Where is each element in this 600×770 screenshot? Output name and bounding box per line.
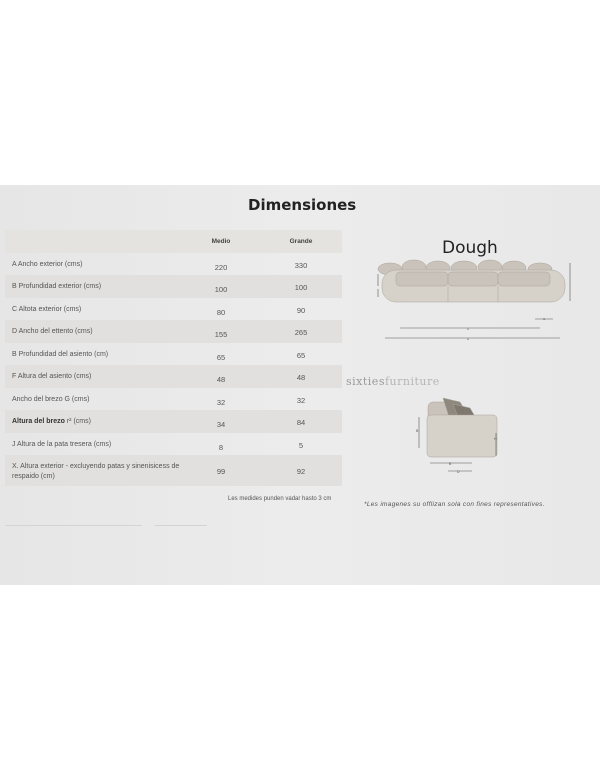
dim-label-a: A	[467, 337, 470, 341]
watermark-part: furniture	[384, 375, 440, 388]
medio-value: 32	[216, 397, 226, 407]
row-label	[12, 418, 91, 425]
medio-value: 34	[216, 420, 226, 429]
medio-value: 48	[216, 375, 226, 384]
medio-value: 99	[216, 467, 226, 476]
divider	[155, 525, 207, 526]
table-row	[5, 410, 342, 433]
watermark	[346, 375, 440, 388]
dim-label-b-depth: B	[449, 462, 452, 466]
grande-value: 65	[296, 350, 306, 360]
row-label: D Ancho del ettento (cms)	[12, 328, 93, 335]
table-row	[5, 275, 342, 298]
grande-value: 84	[296, 418, 306, 427]
table-row	[5, 320, 342, 343]
page-title: Dimensiones	[248, 196, 357, 214]
grande-value: 330	[294, 260, 308, 270]
disclaimer: *Les imagenes su offlizan sola con fines representatives.	[364, 501, 545, 508]
row-label: A Ancho exterior (cms)	[12, 260, 83, 268]
table-row	[5, 388, 342, 411]
divider	[5, 525, 142, 526]
dim-label-h: H	[494, 437, 497, 441]
header-grande: Grande	[289, 238, 313, 245]
row-label: J Altura de la pata tresera (cms)	[12, 440, 112, 448]
row-label: B Profundidad exterior (cms)	[12, 283, 102, 290]
dim-label-d: D	[457, 470, 460, 474]
table-row	[5, 455, 342, 486]
medio-value: 220	[214, 262, 228, 272]
row-label: B Profundidad del asiento (cm)	[12, 350, 109, 358]
row-label: F Altura del asiento (cms)	[12, 373, 92, 380]
medio-value: 80	[216, 307, 226, 317]
grande-value: 92	[296, 467, 306, 476]
sofa-side-diagram	[415, 390, 525, 475]
table-header	[5, 230, 342, 253]
table-row	[5, 433, 342, 456]
sofa-front-diagram	[370, 258, 575, 348]
watermark-part: sixties	[346, 375, 385, 388]
product-name: Dough	[442, 238, 498, 258]
row-label: C Altota exterior (cms)	[12, 305, 82, 313]
table-row	[5, 365, 342, 388]
row-label-rest: r² (cms)	[64, 418, 91, 425]
row-label: X. Altura exterior - excluyendo patas y sinenisicess de respaido (cm)	[12, 463, 180, 480]
medio-value: 8	[218, 442, 224, 452]
header-medio: Medio	[211, 238, 231, 245]
dim-label-g: G	[543, 317, 546, 321]
grande-value: 265	[294, 328, 308, 337]
grande-value: 48	[296, 373, 306, 382]
table-row	[5, 343, 342, 366]
grande-value: 32	[296, 395, 306, 405]
medio-value: 65	[216, 352, 226, 362]
table-row	[5, 253, 342, 276]
grande-value: 100	[294, 283, 308, 292]
row-label: Ancho del brezo G (cms)	[12, 395, 90, 403]
medio-value: 155	[214, 330, 228, 339]
grande-value: 90	[296, 305, 306, 315]
grande-value: 5	[298, 440, 304, 450]
dim-label-b: B	[416, 429, 419, 433]
dimensions-table	[5, 230, 342, 486]
measurement-note: Les medides punden vadar hasto 3 cm	[228, 496, 332, 502]
row-label-bold: Altura del brezo	[12, 418, 65, 425]
medio-value: 100	[214, 285, 228, 294]
table-row	[5, 298, 342, 321]
dim-label-c: C	[467, 327, 470, 331]
